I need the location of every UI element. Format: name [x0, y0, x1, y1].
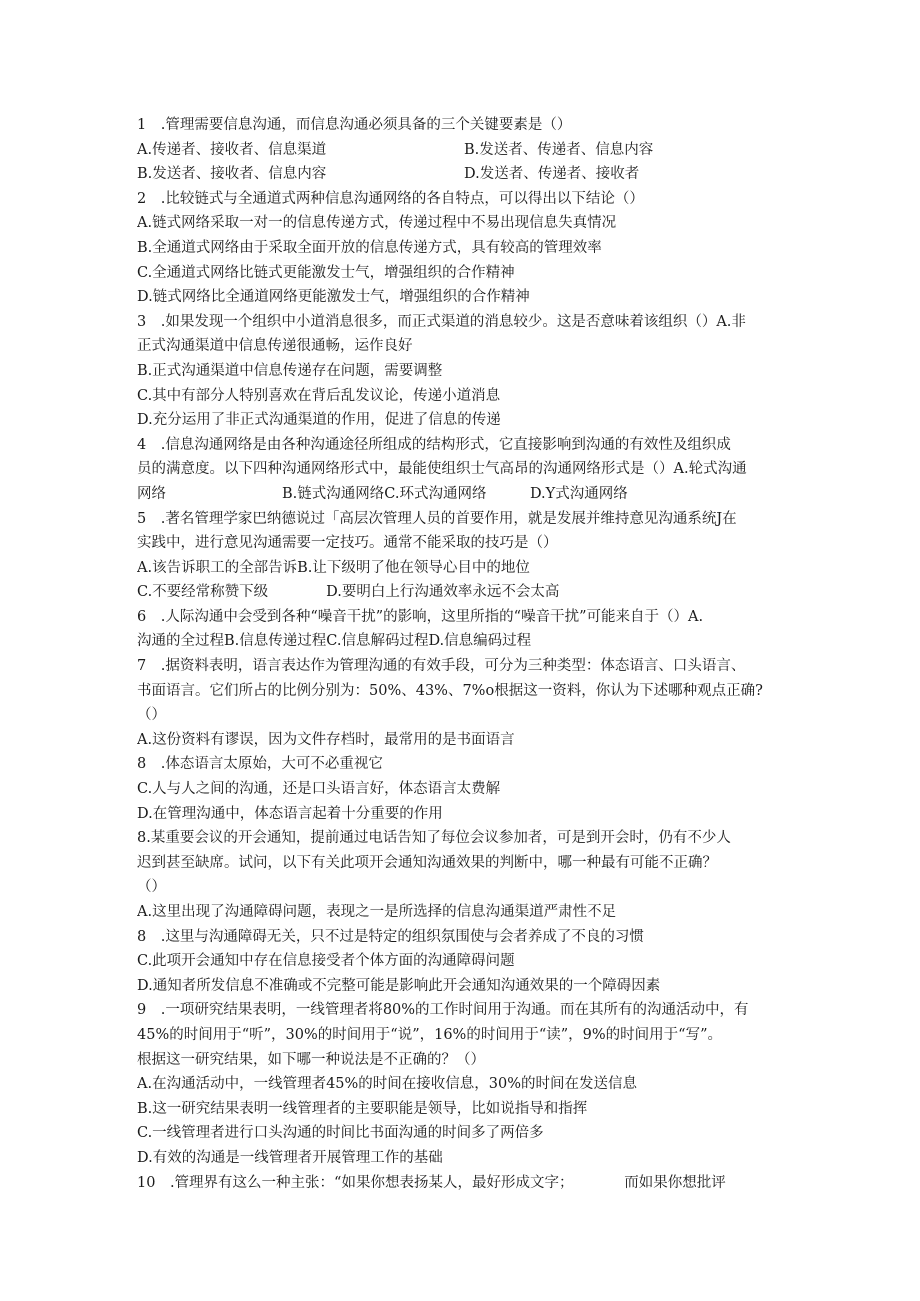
q1-option-d: D.发送者、传递者、接收者: [464, 166, 640, 183]
text-line: D.链式网络比全通道网络更能激发士气，增强组织的合作精神: [137, 289, 530, 306]
question-text: [137, 113, 789, 1195]
text-line: C.此项开会通知中存在信息接受者个体方面的沟通障碍问题: [137, 953, 515, 970]
q1-options-row-2: [137, 162, 789, 187]
q1-option-a: A.传递者、接收者、信息渠道: [137, 141, 327, 158]
text-line: B.全通道式网络由于采取全面开放的信息传递方式，具有较高的管理效率: [137, 239, 602, 256]
text-line: A.这份资料有谬误，因为文件存档时，最常用的是书面语言: [137, 731, 515, 748]
text-line: A.链式网络采取一对一的信息传递方式，传递过程中不易出现信息失真情况: [137, 215, 617, 232]
text-line: D.充分运用了非正式沟通渠道的作用，促进了信息的传递: [137, 412, 501, 429]
text-line: 网络 B.链式沟通网络C.环式沟通网络 D.Y式沟通网络: [137, 485, 628, 502]
text-line: A.在沟通活动中，一线管理者45%的时间在接收信息，30%的时间在发送信息: [137, 1076, 638, 1093]
text-line: 8 .这里与沟通障碍无关，只不过是特定的组织氛围使与会者养成了不良的习惯: [137, 928, 644, 945]
text-line: 9 .一项研究结果表明，一线管理者将80%的工作时间用于沟通。而在其所有的沟通活动中，有: [137, 1002, 749, 1019]
text-line: D.有效的沟通是一线管理者开展管理工作的基础: [137, 1149, 443, 1166]
text-line: D.通知者所发信息不准确或不完整可能是影响此开会通知沟通效果的一个障碍因素: [137, 977, 661, 994]
text-line: 8.某重要会议的开会通知，提前通过电话告知了每位会议参加者，可是到开会时，仍有不少人: [137, 830, 731, 847]
text-line: 书面语言。它们所占的比例分别为：50%、43%、7%o根据这一资料，你认为下述哪种观点正确?: [137, 682, 763, 699]
text-line: （）: [137, 707, 166, 724]
text-line: （）: [137, 879, 166, 896]
text-line: C.不要经常称赞下级 D.要明白上行沟通效率永远不会太高: [137, 584, 560, 601]
text-line: 45%的时间用于“听”，30%的时间用于“说”，16%的时间用于“读”，9%的时间用于“写”。: [137, 1026, 722, 1043]
text-line: D.在管理沟通中，体态语言起着十分重要的作用: [137, 805, 443, 822]
text-line: C.其中有部分人特别喜欢在背后乱发议论，传递小道消息: [137, 387, 501, 404]
text-line: 沟通的全过程B.信息传递过程C.信息解码过程D.信息编码过程: [137, 633, 532, 650]
text-line: 5 .著名管理学家巴纳德说过「高层次管理人员的首要作用，就是发展并维持意见沟通系统J在: [137, 510, 737, 527]
text-line: 2 .比较链式与全通道式两种信息沟通网络的各自特点，可以得出以下结论（）: [137, 190, 644, 207]
text-line: 6 .人际沟通中会受到各种“噪音干扰”的影响，这里所指的“噪音干扰”可能来自于（）A.: [137, 608, 704, 625]
text-line: 根据这一研究结果，如下哪一种说法是不正确的？（）: [137, 1051, 485, 1068]
text-line: A.这里出现了沟通障碍问题，表现之一是所选择的信息沟通渠道严肃性不足: [137, 904, 617, 920]
text-line: A.该告诉职工的全部告诉B.让下级明了他在领导心目中的地位: [137, 559, 530, 576]
q1-stem: 1 .管理需要信息沟通，而信息沟通必须具备的三个关键要素是（）: [137, 117, 572, 133]
text-line: 正式沟通渠道中信息传递很通畅，运作良好: [137, 338, 413, 355]
text-line: 7 .据资料表明，语言表达作为管理沟通的有效手段，可分为三种类型：体态语言、口头语言、: [137, 658, 746, 675]
text-line: 10 .管理界有这么一种主张：“如果你想表扬某人，最好形成文字； 而如果你想批评: [137, 1174, 726, 1191]
text-line: 员的满意度。以下四种沟通网络形式中，最能使组织士气高昂的沟通网络形式是（）A.轮式沟通: [137, 461, 747, 478]
text-line: B.正式沟通渠道中信息传递存在问题，需要调整: [137, 362, 443, 379]
text-line: 迟到甚至缺席。试问，以下有关此项开会通知沟通效果的判断中，哪一种最有可能不正确？: [137, 854, 717, 871]
text-line: C.人与人之间的沟通，还是口头语言好，体态语言太费解: [137, 781, 501, 798]
text-line: B.这一研究结果表明一线管理者的主要职能是领导，比如说指导和指挥: [137, 1100, 588, 1117]
text-line: 3 .如果发现一个组织中小道消息很多，而正式渠道的消息较少。这是否意味着该组织（）A.非: [137, 313, 746, 330]
q1-options-row-1: [137, 138, 789, 163]
text-line: 实践中，进行意见沟通需要一定技巧。通常不能采取的技巧是（）: [137, 535, 558, 552]
text-line: C.全通道式网络比链式更能激发士气，增强组织的合作精神: [137, 264, 515, 281]
text-line: 8 .体态语言太原始，大可不必重视它: [137, 756, 383, 773]
text-line: 4 .信息沟通网络是由各种沟通途径所组成的结构形式，它直接影响到沟通的有效性及组织成: [137, 436, 731, 453]
text-line: C.一线管理者进行口头沟通的时间比书面沟通的时间多了两倍多: [137, 1125, 544, 1142]
q1-option-b: B.发送者、传递者、信息内容: [464, 141, 654, 158]
q1-option-c: B.发送者、接收者、信息内容: [137, 166, 327, 183]
